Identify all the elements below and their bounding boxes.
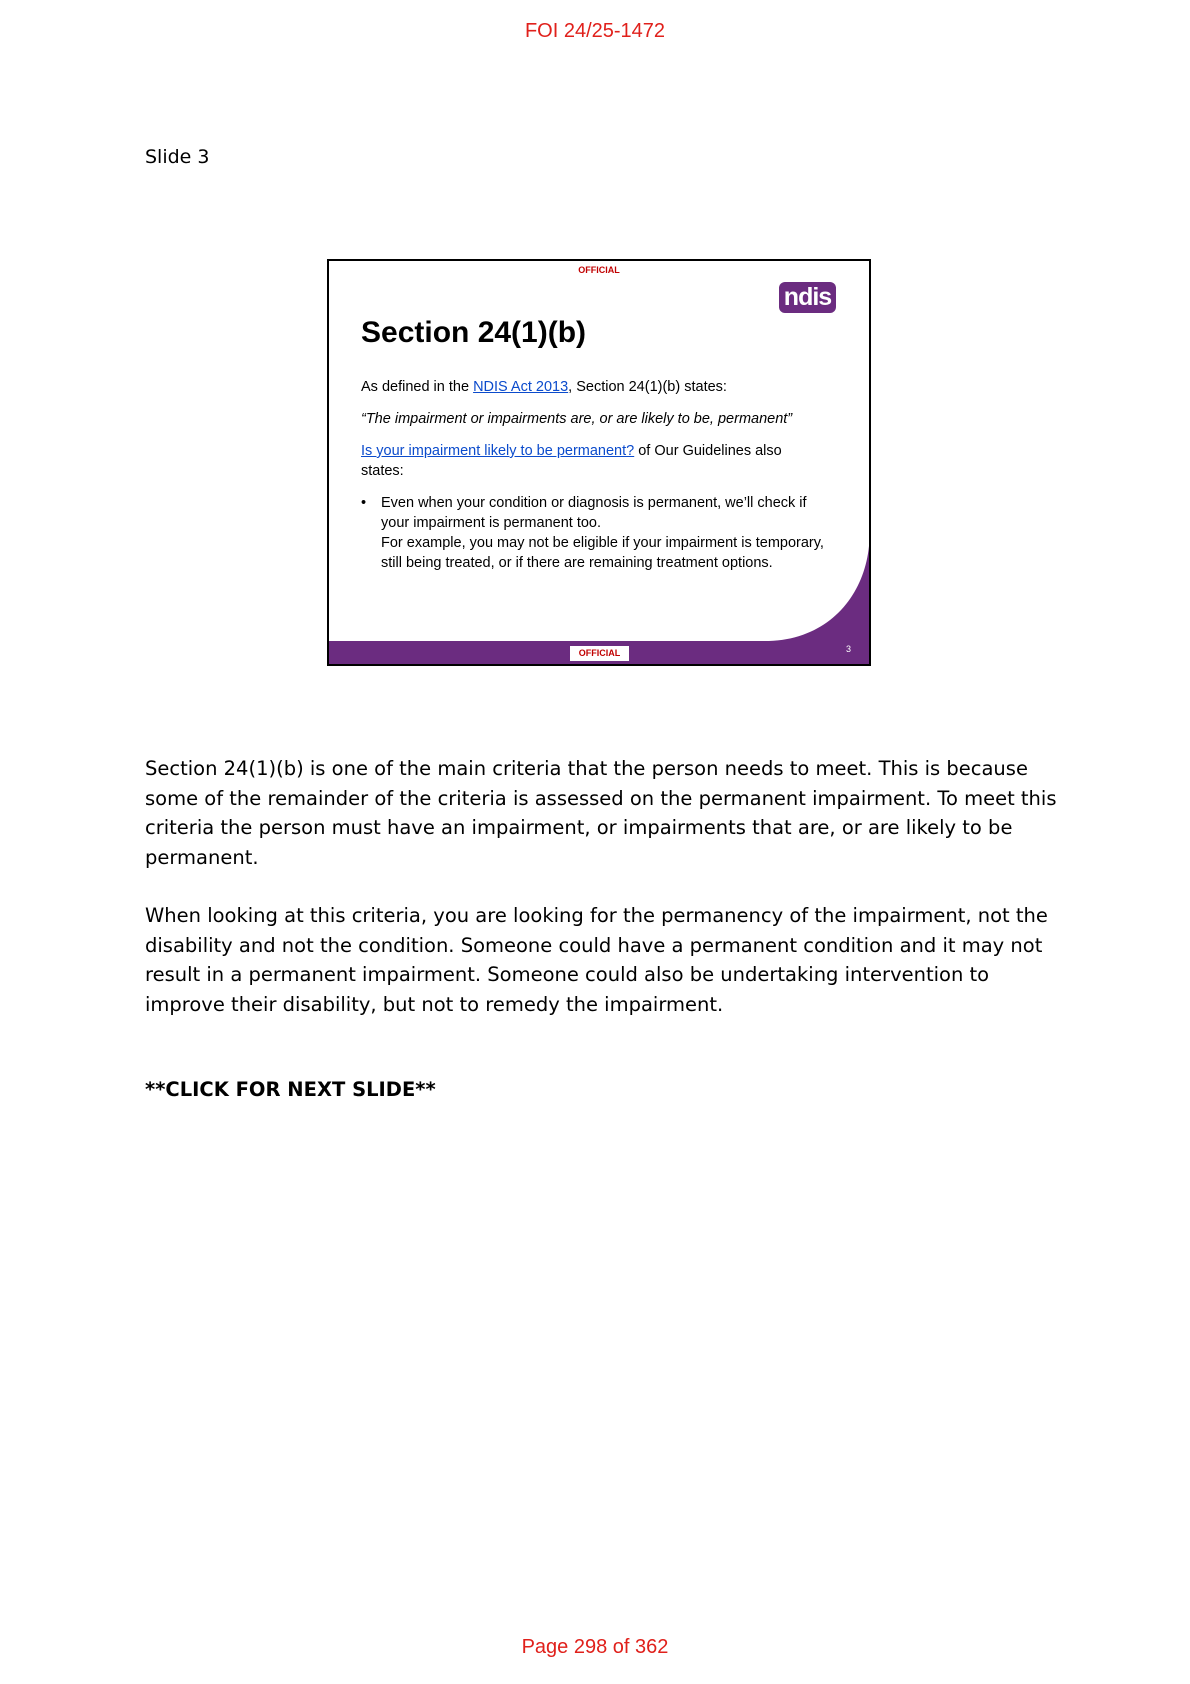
- intro-prefix: As defined in the: [361, 379, 474, 395]
- ndis-act-link[interactable]: NDIS Act 2013: [473, 379, 569, 395]
- official-marking-top: OFFICIAL: [578, 265, 620, 275]
- guideline-link[interactable]: Is your impairment likely to be permanent?: [361, 443, 635, 459]
- intro-suffix: , Section 24(1)(b) states:: [568, 379, 727, 395]
- slide-label: Slide 3: [145, 146, 210, 168]
- official-marking-bottom: OFFICIAL: [570, 646, 629, 661]
- bullet-item: [361, 493, 826, 573]
- ndis-logo: ndis: [779, 282, 836, 313]
- legislation-quote: “The impairment or impairments are, or are likely to be, permanent”: [361, 411, 793, 427]
- next-slide-cue: **CLICK FOR NEXT SLIDE**: [145, 1078, 436, 1101]
- guideline-line: [361, 441, 826, 481]
- notes-paragraph-2: When looking at this criteria, you are looking for the permanency of the impairment, not the disability and not the condition. Someone could have a permanent condition and it may not result in a permanent impairment. Someone could also be undertaking intervention to improve their disability, but not to remedy the impairment.: [145, 904, 1048, 1016]
- slide-thumbnail: [327, 259, 871, 666]
- page-number: Page 298 of 362: [521, 1636, 669, 1658]
- slide-number: 3: [845, 644, 851, 654]
- bullet-line-1: Even when your condition or diagnosis is permanent, we’ll check if your impairment is permanent too.: [381, 495, 807, 531]
- guideline-suffix: of Our Guidelines also states:: [361, 443, 782, 479]
- bullet-line-2: For example, you may not be eligible if your impairment is temporary, still being treated, or if there are remaining treatment options.: [381, 535, 824, 571]
- notes-paragraph-1: Section 24(1)(b) is one of the main criteria that the person needs to meet. This is because some of the remainder of the criteria is assessed on the permanent impairment. To meet this criteria the person must have an impairment, or impairments that are, or are likely to be permanent.: [145, 757, 1057, 869]
- intro-line: [361, 377, 826, 397]
- slide-title: Section 24(1)(b): [361, 316, 587, 349]
- speaker-notes: [145, 754, 1065, 1048]
- bullet-icon: •: [361, 495, 367, 511]
- slide-body: [361, 377, 826, 573]
- bullet-text: [381, 493, 826, 573]
- foi-reference: FOI 24/25-1472: [524, 20, 666, 42]
